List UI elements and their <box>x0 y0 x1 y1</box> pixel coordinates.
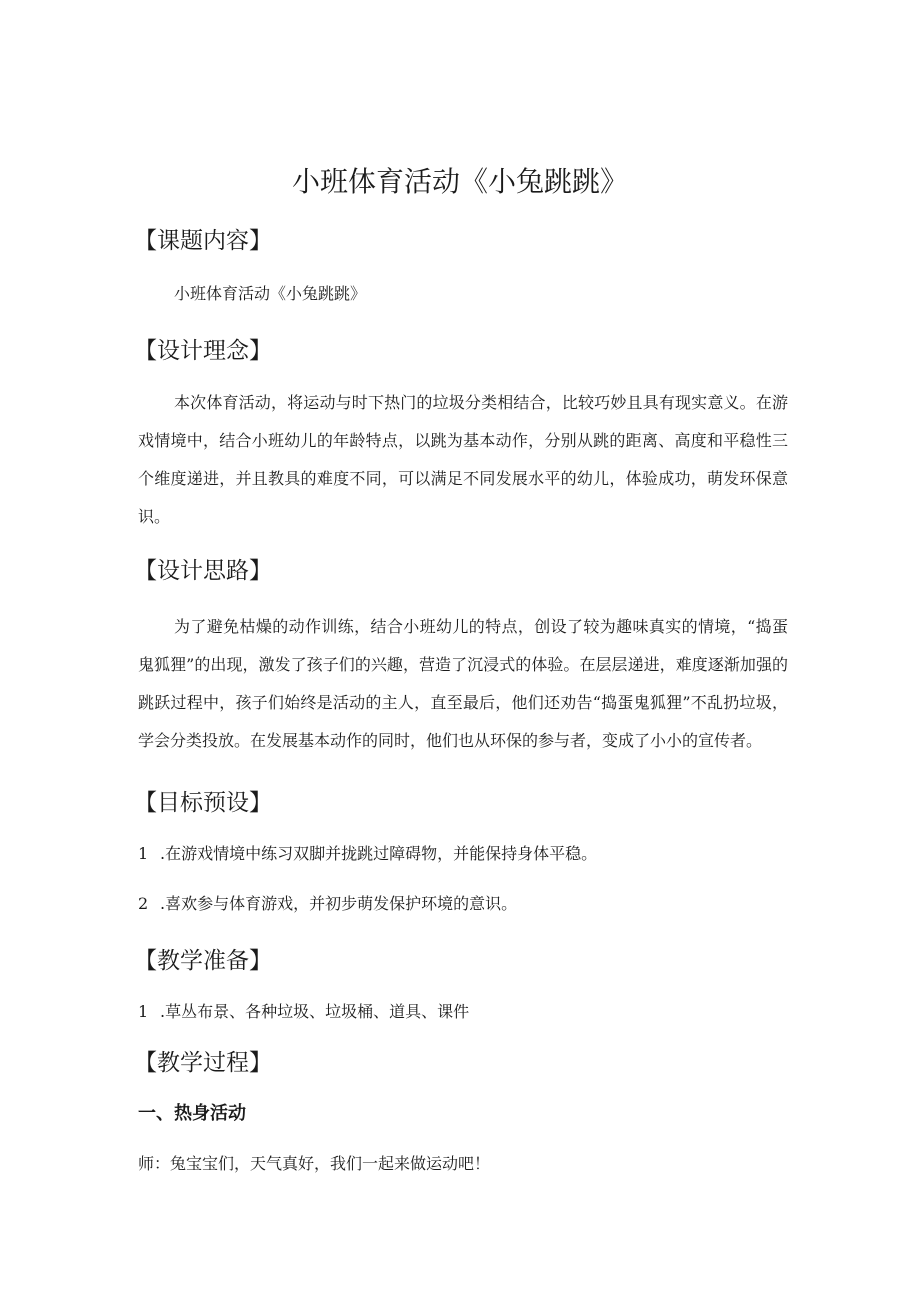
goal-item <box>138 890 788 918</box>
topic-text: 小班体育活动《小兔跳跳》 <box>174 284 367 303</box>
goal-item <box>138 840 788 868</box>
section-heading-concept: 【设计理念】 <box>134 338 272 364</box>
approach-paragraph: 为了避免枯燥的动作训练，结合小班幼儿的特点，创设了较为趣味真实的情境，“捣蛋鬼狐狸”的出现，激发了孩子们的兴趣，营造了沉浸式的体验。在层层递进，难度逐渐加强的跳跃过程中，孩子们始终是活动的主人，直至最后，他们还劝告“捣蛋鬼狐狸”不乱扔垃圾，学会分类投放。在发展基本动作的同时，他们也从环保的参与者，变成了小小的宣传者。 <box>138 617 788 750</box>
goal-item-text: .在游戏情境中练习双脚并拢跳过障碍物，并能保持身体平稳。 <box>160 844 598 863</box>
section-heading-preparation: 【教学准备】 <box>134 948 272 974</box>
process-sub-heading: 一、热身活动 <box>138 1103 246 1124</box>
preparation-item-number: 1 <box>138 1002 149 1021</box>
section-heading-topic: 【课题内容】 <box>134 228 272 254</box>
process-text: 师：兔宝宝们，天气真好，我们一起来做运动吧！ <box>138 1154 491 1173</box>
goal-item-text: .喜欢参与体育游戏，并初步萌发保护环境的意识。 <box>160 894 518 913</box>
goal-item-number: 2 <box>138 894 149 913</box>
section-heading-process: 【教学过程】 <box>134 1050 272 1076</box>
section-heading-approach: 【设计思路】 <box>134 558 272 584</box>
preparation-item <box>138 998 788 1026</box>
document-title: 小班体育活动《小兔跳跳》 <box>291 165 628 198</box>
preparation-item-text: .草丛布景、各种垃圾、垃圾桶、道具、课件 <box>160 1002 470 1021</box>
goal-item-number: 1 <box>138 844 149 863</box>
concept-paragraph: 本次体育活动，将运动与时下热门的垃圾分类相结合，比较巧妙且具有现实意义。在游戏情境中，结合小班幼儿的年龄特点，以跳为基本动作，分别从跳的距离、高度和平稳性三个维度递进，并且教具的难度不同，可以满足不同发展水平的幼儿，体验成功，萌发环保意识。 <box>138 393 788 526</box>
section-heading-goals: 【目标预设】 <box>134 790 272 816</box>
